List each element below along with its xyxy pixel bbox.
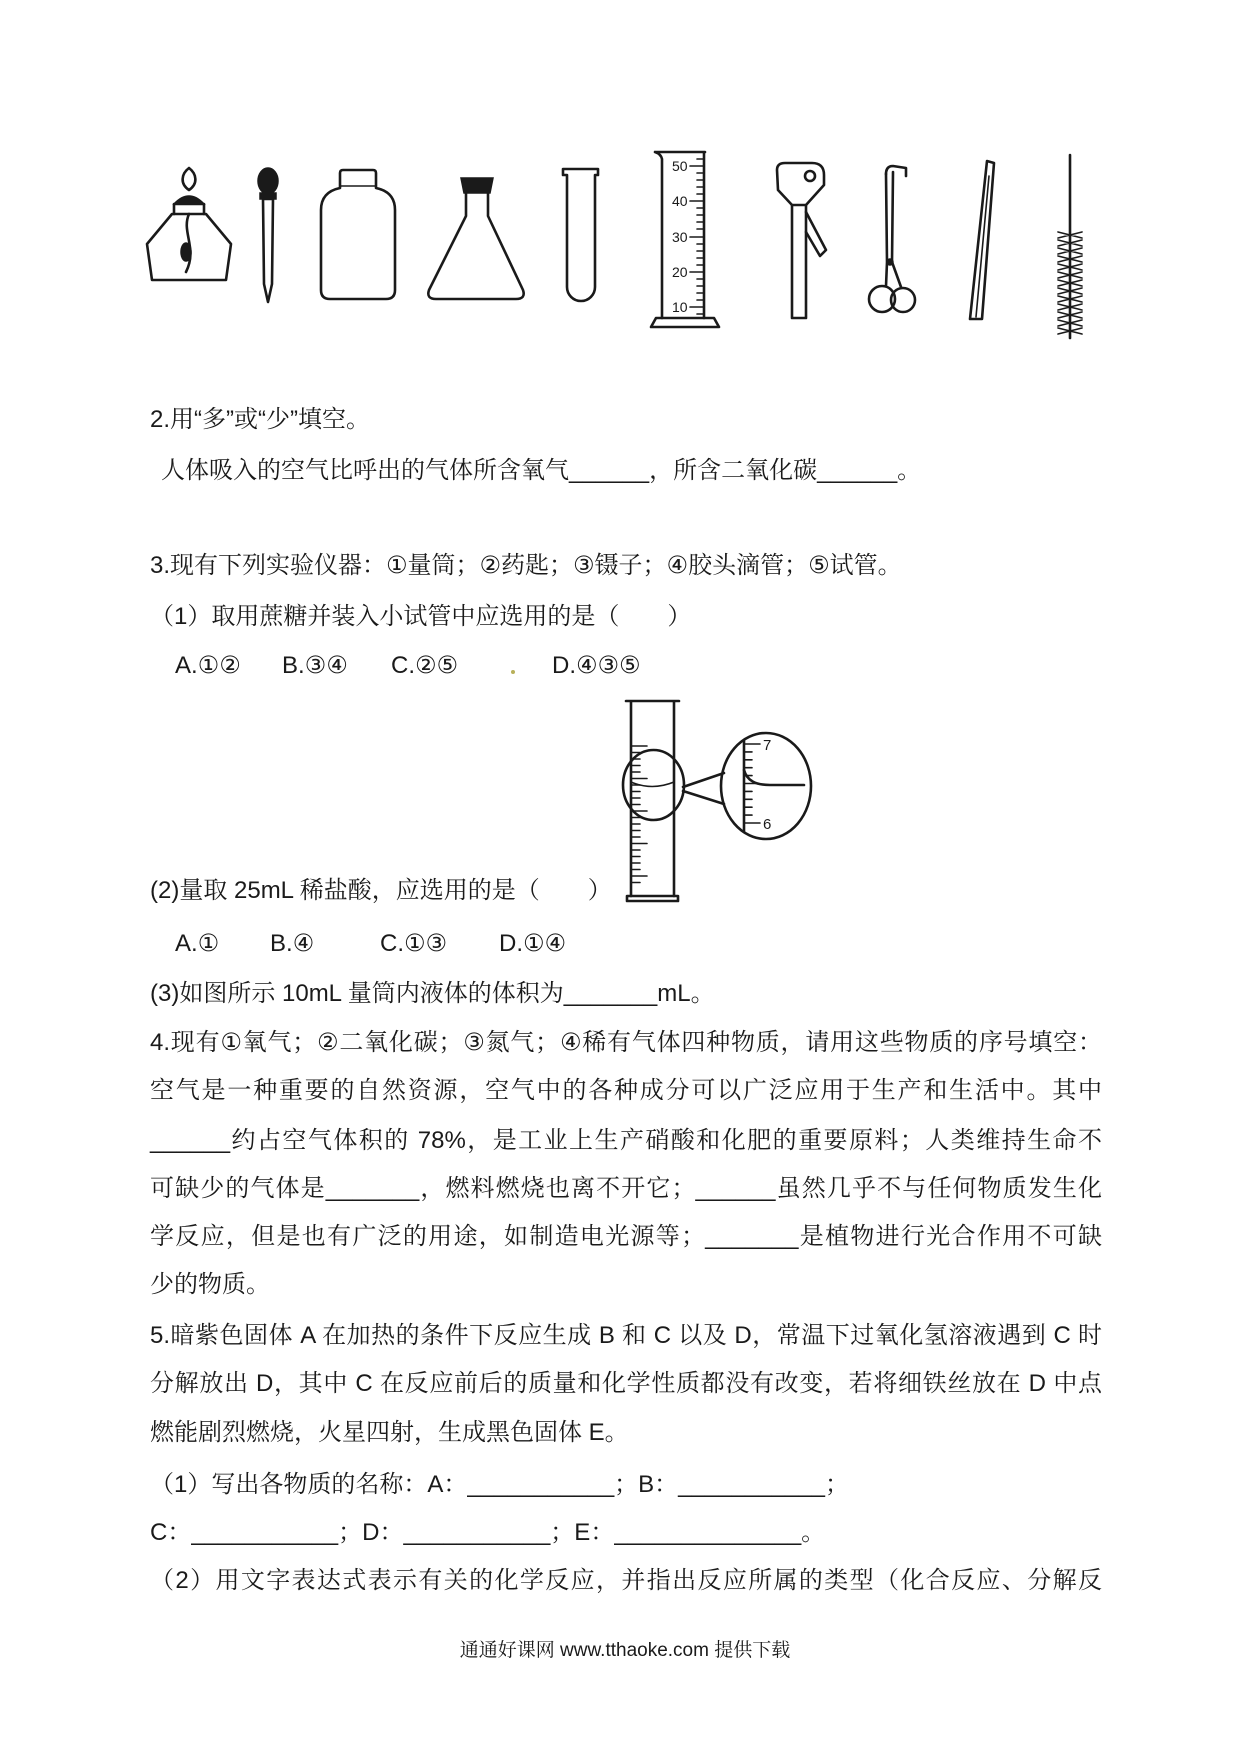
question-3-sub3: (3)如图所示 10mL 量筒内液体的体积为_______mL。 [150, 980, 715, 1007]
question-5-line: 5.暗紫色固体 A 在加热的条件下反应生成 B 和 C 以及 D，常温下过氧化氢溶液遇到 C 时 [150, 1322, 1102, 1349]
magnifier-view [721, 733, 811, 839]
scan-artifact-dot [511, 670, 515, 674]
lab-equipment-figure [0, 0, 1240, 360]
question-3-title: 3.现有下列实验仪器：①量筒；②药匙；③镊子；④胶头滴管；⑤试管。 [150, 552, 902, 579]
alcohol-lamp-icon [147, 168, 231, 280]
dropper-icon [258, 168, 278, 302]
magnifier-scale-label: 7 [763, 737, 772, 754]
tweezers-icon [970, 161, 994, 319]
option-a: A.① [175, 930, 220, 957]
cylinder-scale-label: 50 [672, 158, 688, 174]
cylinder-scale-label: 40 [672, 193, 688, 209]
cylinder-reading-figure [600, 690, 830, 920]
wide-mouth-bottle-icon [321, 170, 395, 299]
option-d: D.④③⑤ [552, 652, 641, 679]
question-4-line: ______约占空气体积的 78%，是工业上生产硝酸和化肥的重要原料；人类维持生命不 [150, 1127, 1102, 1154]
question-4-line: 学反应，但是也有广泛的用途，如制造电光源等；_______是植物进行光合作用不可缺 [150, 1223, 1102, 1250]
question-5-sub2: （2）用文字表达式表示有关的化学反应，并指出反应所属的类型（化合反应、分解反 [150, 1567, 1102, 1594]
question-4-line: 少的物质。 [150, 1271, 270, 1298]
question-2-title: 2.用“多”或“少”填空。 [150, 406, 370, 433]
question-4-line: 4.现有①氧气；②二氧化碳；③氮气；④稀有气体四种物质，请用这些物质的序号填空： [150, 1029, 1102, 1056]
question-5-line: 燃能剧烈燃烧，火星四射，生成黑色固体 E。 [150, 1419, 629, 1446]
cylinder-scale-label: 30 [672, 229, 688, 245]
option-c: C.②⑤ [391, 652, 459, 679]
test-tube-icon [563, 169, 598, 301]
cylinder-scale-label: 20 [672, 264, 688, 280]
magnifier-connector [683, 773, 724, 804]
test-tube-brush-icon [1058, 155, 1082, 338]
question-2-line: 人体吸入的空气比呼出的气体所含氧气______，所含二氧化碳______。 [161, 457, 922, 484]
option-b: B.③④ [282, 652, 348, 679]
crucible-tongs-icon [869, 166, 915, 312]
option-c: C.①③ [380, 930, 448, 957]
conical-flask-icon [428, 178, 523, 299]
question-5-sub1-line: C：___________；D：___________；E：______________。 [150, 1519, 826, 1546]
measuring-cylinder-icon [626, 701, 679, 901]
question-4-line: 可缺少的气体是_______，燃料燃烧也离不开它；______虽然几乎不与任何物质发生化 [150, 1175, 1102, 1202]
test-tube-holder-icon [777, 163, 826, 318]
magnifier-scale-label: 6 [763, 816, 772, 833]
question-3-sub2: (2)量取 25mL 稀盐酸，应选用的是（ ） [150, 877, 612, 904]
question-5-line: 分解放出 D，其中 C 在反应前后的质量和化学性质都没有改变，若将细铁丝放在 D 中点 [150, 1370, 1102, 1397]
question-4-line: 空气是一种重要的自然资源，空气中的各种成分可以广泛应用于生产和生活中。其中 [150, 1077, 1102, 1104]
question-3-sub1: （1）取用蔗糖并装入小试管中应选用的是（ ） [150, 603, 692, 630]
question-5-sub1-line: （1）写出各物质的名称：A：___________；B：___________； [150, 1471, 850, 1498]
option-b: B.④ [270, 930, 315, 957]
option-a: A.①② [175, 652, 241, 679]
cylinder-scale-label: 10 [672, 299, 688, 315]
graduated-cylinder-icon [651, 152, 719, 327]
page-footer: 通通好课网 www.tthaoke.com 提供下载 [459, 1640, 791, 1661]
option-d: D.①④ [499, 930, 567, 957]
